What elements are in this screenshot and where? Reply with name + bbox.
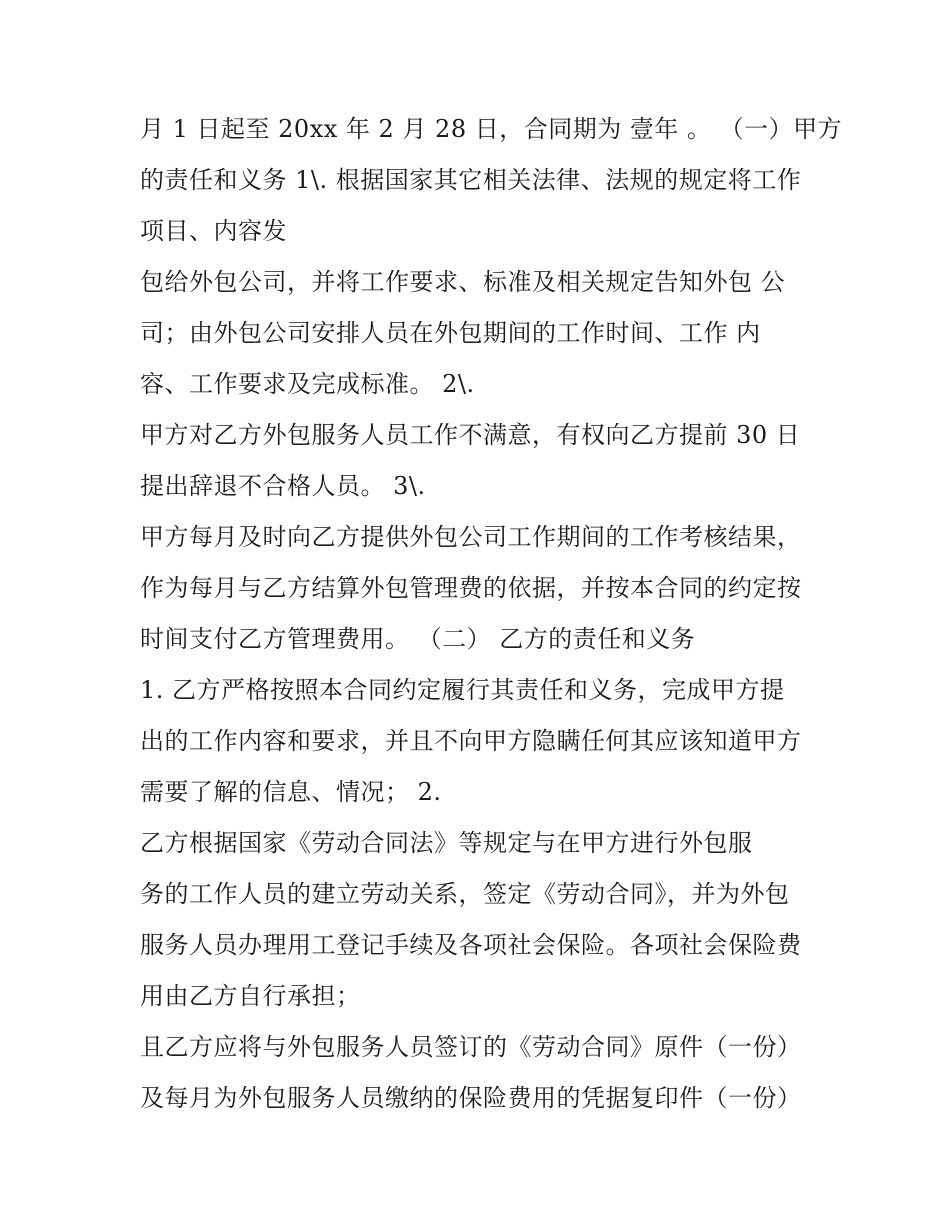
text-line: 作为每月与乙方结算外包管理费的依据，并按本合同的约定按 bbox=[140, 574, 802, 602]
text-line: 提出辞退不合格人员。 3\. bbox=[140, 472, 426, 500]
text-line: 时间支付乙方管理费用。 （二） 乙方的责任和义务 bbox=[140, 625, 696, 653]
text-line: 务的工作人员的建立劳动关系，签定《劳动合同》，并为外包 bbox=[140, 880, 790, 908]
text-line: 的责任和义务 1\. 根据国家其它相关法律、法规的规定将工作 bbox=[140, 166, 802, 194]
text-line: 服务人员办理用工登记手续及各项社会保险。各项社会保险费 bbox=[140, 931, 802, 959]
text-line: 需要了解的信息、情况； 2. bbox=[140, 778, 442, 806]
text-line: 出的工作内容和要求，并且不向甲方隐瞒任何其应该知道甲方 bbox=[140, 727, 802, 755]
text-line: 司；由外包公司安排人员在外包期间的工作时间、工作 内 bbox=[140, 319, 761, 347]
text-line: 且乙方应将与外包服务人员签订的《劳动合同》原件（一份） bbox=[140, 1033, 802, 1061]
text-line: 月 1 日起至 20xx 年 2 月 28 日，合同期为 壹年 。 （一）甲方 bbox=[140, 115, 843, 143]
text-line: 甲方每月及时向乙方提供外包公司工作期间的工作考核结果， bbox=[140, 523, 802, 551]
text-line: 乙方根据国家《劳动合同法》等规定与在甲方进行外包服 bbox=[140, 829, 753, 857]
text-line: 甲方对乙方外包服务人员工作不满意，有权向乙方提前 30 日 bbox=[140, 421, 801, 449]
text-line: 用由乙方自行承担； bbox=[140, 982, 361, 1010]
text-line: 及每月为外包服务人员缴纳的保险费用的凭据复印件（一份） bbox=[140, 1084, 802, 1112]
text-line: 1. 乙方严格按照本合同约定履行其责任和义务，完成甲方提 bbox=[140, 676, 785, 704]
text-line: 项目、内容发 bbox=[140, 217, 287, 245]
text-line: 容、工作要求及完成标准。 2\. bbox=[140, 370, 475, 398]
text-line: 包给外包公司，并将工作要求、标准及相关规定告知外包 公 bbox=[140, 268, 786, 296]
